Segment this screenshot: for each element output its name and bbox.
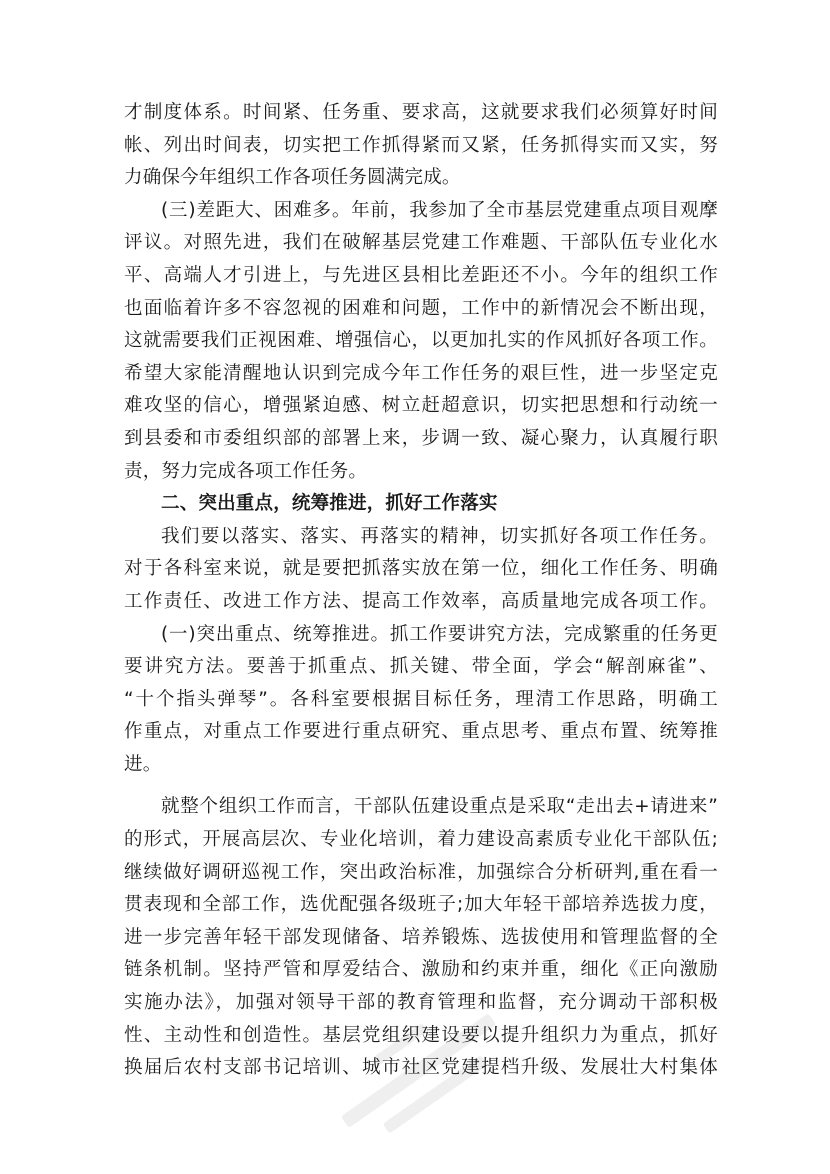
- text-line: 的形式，开展高层次、专业化培训，着力建设高素质专业化干部队伍;: [124, 829, 718, 851]
- text-line: 难攻坚的信心，增强紧迫感、树立赶超意识，切实把思想和行动统一: [124, 395, 718, 417]
- text-line: 这就需要我们正视困难、增强信心，以更加扎实的作风抓好各项工作。: [124, 330, 718, 352]
- section-heading: 二、突出重点，统筹推进，抓好工作落实: [161, 493, 498, 515]
- subheading-line: (一)突出重点、统筹推进。抓工作要讲究方法，完成繁重的任务更: [161, 623, 718, 645]
- text-line: 评议。对照先进，我们在破解基层党建工作难题、干部队伍专业化水: [124, 232, 718, 254]
- text-line: 继续做好调研巡视工作，突出政治标准，加强综合分析研判,重在看一: [124, 861, 718, 883]
- text-line: 进。: [124, 753, 162, 775]
- text-line: 到县委和市委组织部的部署上来，步调一致、凝心聚力，认真履行职: [124, 427, 718, 449]
- text-line: 对于各科室来说，就是要把抓落实放在第一位，细化工作任务、明确: [124, 558, 718, 580]
- subheading-line: (三)差距大、困难多。年前，我参加了全市基层党建重点项目观摩: [161, 199, 718, 221]
- text-line: “十个指头弹琴”。各科室要根据目标任务，理清工作思路，明确工: [124, 688, 718, 710]
- text-line: 链条机制。坚持严管和厚爱结合、激励和约束并重，细化《正向激励: [124, 959, 718, 981]
- text-line: 责，努力完成各项工作任务。: [124, 460, 368, 482]
- text-line: 也面临着许多不容忽视的困难和问题，工作中的新情况会不断出现，: [124, 297, 718, 319]
- text-line: 进一步完善年轻干部发现储备、培养锻炼、选拔使用和管理监督的全: [124, 926, 718, 948]
- text-line: 性、主动性和创造性。基层党组织建设要以提升组织力为重点，抓好: [124, 1024, 718, 1046]
- text-line: 力确保今年组织工作各项任务圆满完成。: [124, 167, 461, 189]
- text-line: 才制度体系。时间紧、任务重、要求高，这就要求我们必须算好时间: [124, 102, 718, 123]
- text-line: 帐、列出时间表，切实把工作抓得紧而又紧，任务抓得实而又实，努: [124, 134, 718, 156]
- text-line: 贯表现和全部工作，选优配强各级班子;加大年轻干部培养选拔力度，: [124, 894, 718, 916]
- text-line: 平、高端人才引进上，与先进区县相比差距还不小。今年的组织工作: [124, 264, 718, 286]
- text-line: 我们要以落实、落实、再落实的精神，切实抓好各项工作任务。: [161, 525, 718, 547]
- text-line: 作重点，对重点工作要进行重点研究、重点思考、重点布置、统筹推: [124, 721, 718, 743]
- text-line: 实施办法》，加强对领导干部的教育管理和监督，充分调动干部积极: [124, 992, 718, 1014]
- text-line: 工作责任、改进工作方法、提高工作效率，高质量地完成各项工作。: [124, 590, 718, 612]
- text-line: 希望大家能清醒地认识到完成今年工作任务的艰巨性，进一步坚定克: [124, 362, 718, 384]
- text-line: 就整个组织工作而言，干部队伍建设重点是采取“走出去+请进来”: [161, 796, 718, 818]
- text-line: 换届后农村支部书记培训、城市社区党建提档升级、发展壮大村集体: [124, 1057, 718, 1079]
- text-line: 要讲究方法。要善于抓重点、抓关键、带全面，学会“解剖麻雀”、: [124, 656, 718, 678]
- document-body: [124, 97, 718, 1085]
